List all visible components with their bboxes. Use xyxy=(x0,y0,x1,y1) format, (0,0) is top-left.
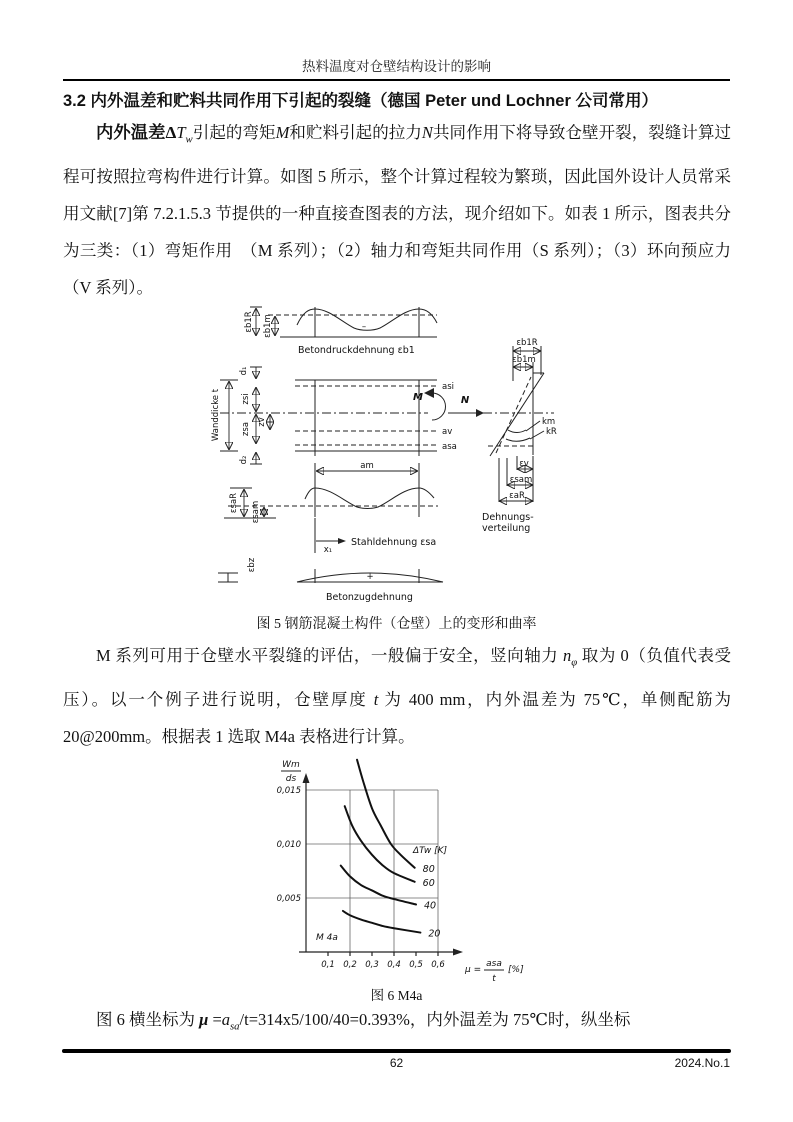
svg-text:0,005: 0,005 xyxy=(276,894,301,904)
text-segment: T xyxy=(176,123,186,142)
fig5-label-d1: d₁ xyxy=(239,366,249,376)
fig6-legend-title: ΔTw [K] xyxy=(413,846,448,856)
fig5-label-stahldehnung: Stahldehnung εsa xyxy=(351,537,437,548)
fig5-label-zv: zv xyxy=(257,417,267,427)
text-segment: sa xyxy=(230,1020,240,1033)
figure-6-chart xyxy=(270,752,540,992)
figure-5-diagram xyxy=(180,303,620,615)
paragraph-3 xyxy=(63,1001,731,1045)
fig5-label-eps-b1R: εb1R xyxy=(244,311,254,333)
figure-6-caption: 图 6 M4a xyxy=(370,988,423,1003)
fig5-label-eps-b1m-right: εb1m xyxy=(512,355,536,365)
svg-text:0,3: 0,3 xyxy=(365,960,379,970)
fig5-steel-strain-group xyxy=(224,461,438,555)
text-segment: n xyxy=(562,646,572,665)
text-segment: 内外温差Δ xyxy=(96,123,177,142)
svg-text:80: 80 xyxy=(422,863,435,875)
fig5-top-wave-group xyxy=(244,307,437,356)
fig5-label-kR: kR xyxy=(546,427,557,437)
fig5-label-asa: asa xyxy=(442,442,457,452)
svg-text:60: 60 xyxy=(422,877,435,889)
text-segment: /t=314x5/100/40=0.393%，内外温差为 75℃时，纵坐标 xyxy=(239,1010,631,1029)
fig6-xlabel-mu: μ = xyxy=(465,965,482,975)
footer-page-number: 62 xyxy=(389,1056,404,1070)
fig6-xlabel-numerator: asa xyxy=(486,959,502,969)
paragraph-1 xyxy=(63,114,731,306)
header-rule xyxy=(63,79,730,81)
text-segment: M 系列可用于仓壁水平裂缝的评估，一般偏于安全，竖向轴力 xyxy=(96,646,563,665)
fig6-xlabel-unit: [%] xyxy=(508,965,524,975)
svg-text:0,010: 0,010 xyxy=(276,840,301,850)
text-segment: t xyxy=(373,690,379,710)
fig6-ylabel-denominator: ds xyxy=(285,774,297,784)
fig5-label-dehnungs: Dehnungs- xyxy=(482,512,534,523)
fig5-label-eps-sam-left: εsam xyxy=(251,500,261,524)
text-segment: μ xyxy=(199,1010,209,1029)
fig6-ylabel-numerator: Wm xyxy=(282,760,300,770)
fig6-plot-area xyxy=(277,760,463,970)
text-segment: a xyxy=(221,1010,230,1029)
svg-text:0,015: 0,015 xyxy=(276,786,301,796)
fig5-label-wanddicke: Wanddicke t xyxy=(211,388,221,442)
svg-text:0,5: 0,5 xyxy=(409,960,423,970)
svg-text:0,6: 0,6 xyxy=(431,960,445,970)
fig5-wall-group xyxy=(211,367,484,465)
fig5-label-eps-v: εv xyxy=(519,459,529,469)
text-segment: 取为 0（负值代表受压）。以一个例子进行说明，仓壁厚度 xyxy=(63,646,732,710)
fig5-label-eps-saR: εsaR xyxy=(229,492,239,514)
fig5-plus-sign: + xyxy=(366,572,374,582)
fig5-label-eps-aR: εaR xyxy=(509,491,525,501)
text-segment: φ xyxy=(571,656,578,669)
fig5-strain-distribution-group xyxy=(482,338,557,534)
text-segment: 引起的弯矩 xyxy=(192,123,276,142)
fig5-label-d2: d₂ xyxy=(239,455,249,465)
text-segment: 共同作用下将导致仓壁开裂，裂缝计算过程可按照拉弯构件进行计算。如图 5 所示，整个计算过程较为繁琐，因此国外设计人员常采用文献[7]第 7.2.1.5.3 节提供的一种直接查图表的方法，现介绍如下。如表 1 所示，图表共分为三类：（1）弯矩作用 （M 系列）；（2）轴力和弯矩共同作用（S 系列）；（3）环向预应力（V 系列）。 xyxy=(63,123,732,298)
fig5-label-eps-sam-right: εsam xyxy=(509,475,533,485)
fig5-label-betondruckdehnung: Betondruckdehnung εb1 xyxy=(298,345,415,356)
text-segment: = xyxy=(208,1010,222,1029)
fig6-xlabel-denominator: t xyxy=(492,974,496,984)
fig5-label-av: av xyxy=(442,427,453,437)
text-segment: w xyxy=(185,133,193,146)
svg-text:20: 20 xyxy=(428,928,441,940)
section-heading: 3.2 内外温差和贮料共同作用下引起的裂缝（德国 Peter und Lochner 公司常用） xyxy=(63,92,658,110)
fig5-label-eps-b1R-right: εb1R xyxy=(516,338,538,348)
fig5-label-x1: x₁ xyxy=(323,545,333,555)
fig5-label-verteilung: verteilung xyxy=(482,523,531,534)
fig5-label-zsi: zsi xyxy=(241,393,251,405)
fig5-label-N: N xyxy=(460,395,470,406)
running-header: 热料温度对仓壁结构设计的影响 xyxy=(302,59,491,74)
fig6-axis-labels xyxy=(281,760,524,984)
fig5-label-km: km xyxy=(542,417,556,427)
fig5-label-zsa: zsa xyxy=(241,421,251,437)
footer-rule xyxy=(62,1049,731,1053)
svg-text:40: 40 xyxy=(424,900,437,912)
fig5-label-asi: asi xyxy=(442,382,454,392)
figure-5-caption: 图 5 钢筋混凝土构件（仓壁）上的变形和曲率 xyxy=(256,617,537,632)
fig6-figure-label: M 4a xyxy=(316,933,338,943)
paragraph-2 xyxy=(63,637,748,755)
text-segment: 和贮料引起的拉力 xyxy=(289,123,422,142)
fig5-label-M: M xyxy=(413,392,423,403)
text-segment: N xyxy=(421,123,433,142)
fig5-label-eps-b1m: εb1m xyxy=(263,314,273,338)
fig5-tension-arc-group xyxy=(218,557,443,603)
svg-text:0,2: 0,2 xyxy=(343,960,357,970)
text-segment: M xyxy=(275,123,290,142)
fig5-label-betonzugdehnung: Betonzugdehnung xyxy=(326,592,413,603)
fig5-label-eps-bz: εbz xyxy=(247,557,257,573)
fig5-minus-sign: – xyxy=(361,322,367,332)
text-segment: 为 400 mm，内外温差为 75℃，单侧配筋为 20@200mm。根据表 1 选取 M4a 表格进行计算。 xyxy=(63,690,748,747)
svg-text:0,4: 0,4 xyxy=(387,960,401,970)
fig5-label-am: am xyxy=(360,461,374,471)
footer-issue: 2024.No.1 xyxy=(674,1056,730,1070)
svg-text:0,1: 0,1 xyxy=(321,960,335,970)
text-segment: 图 6 横坐标为 xyxy=(96,1010,200,1029)
